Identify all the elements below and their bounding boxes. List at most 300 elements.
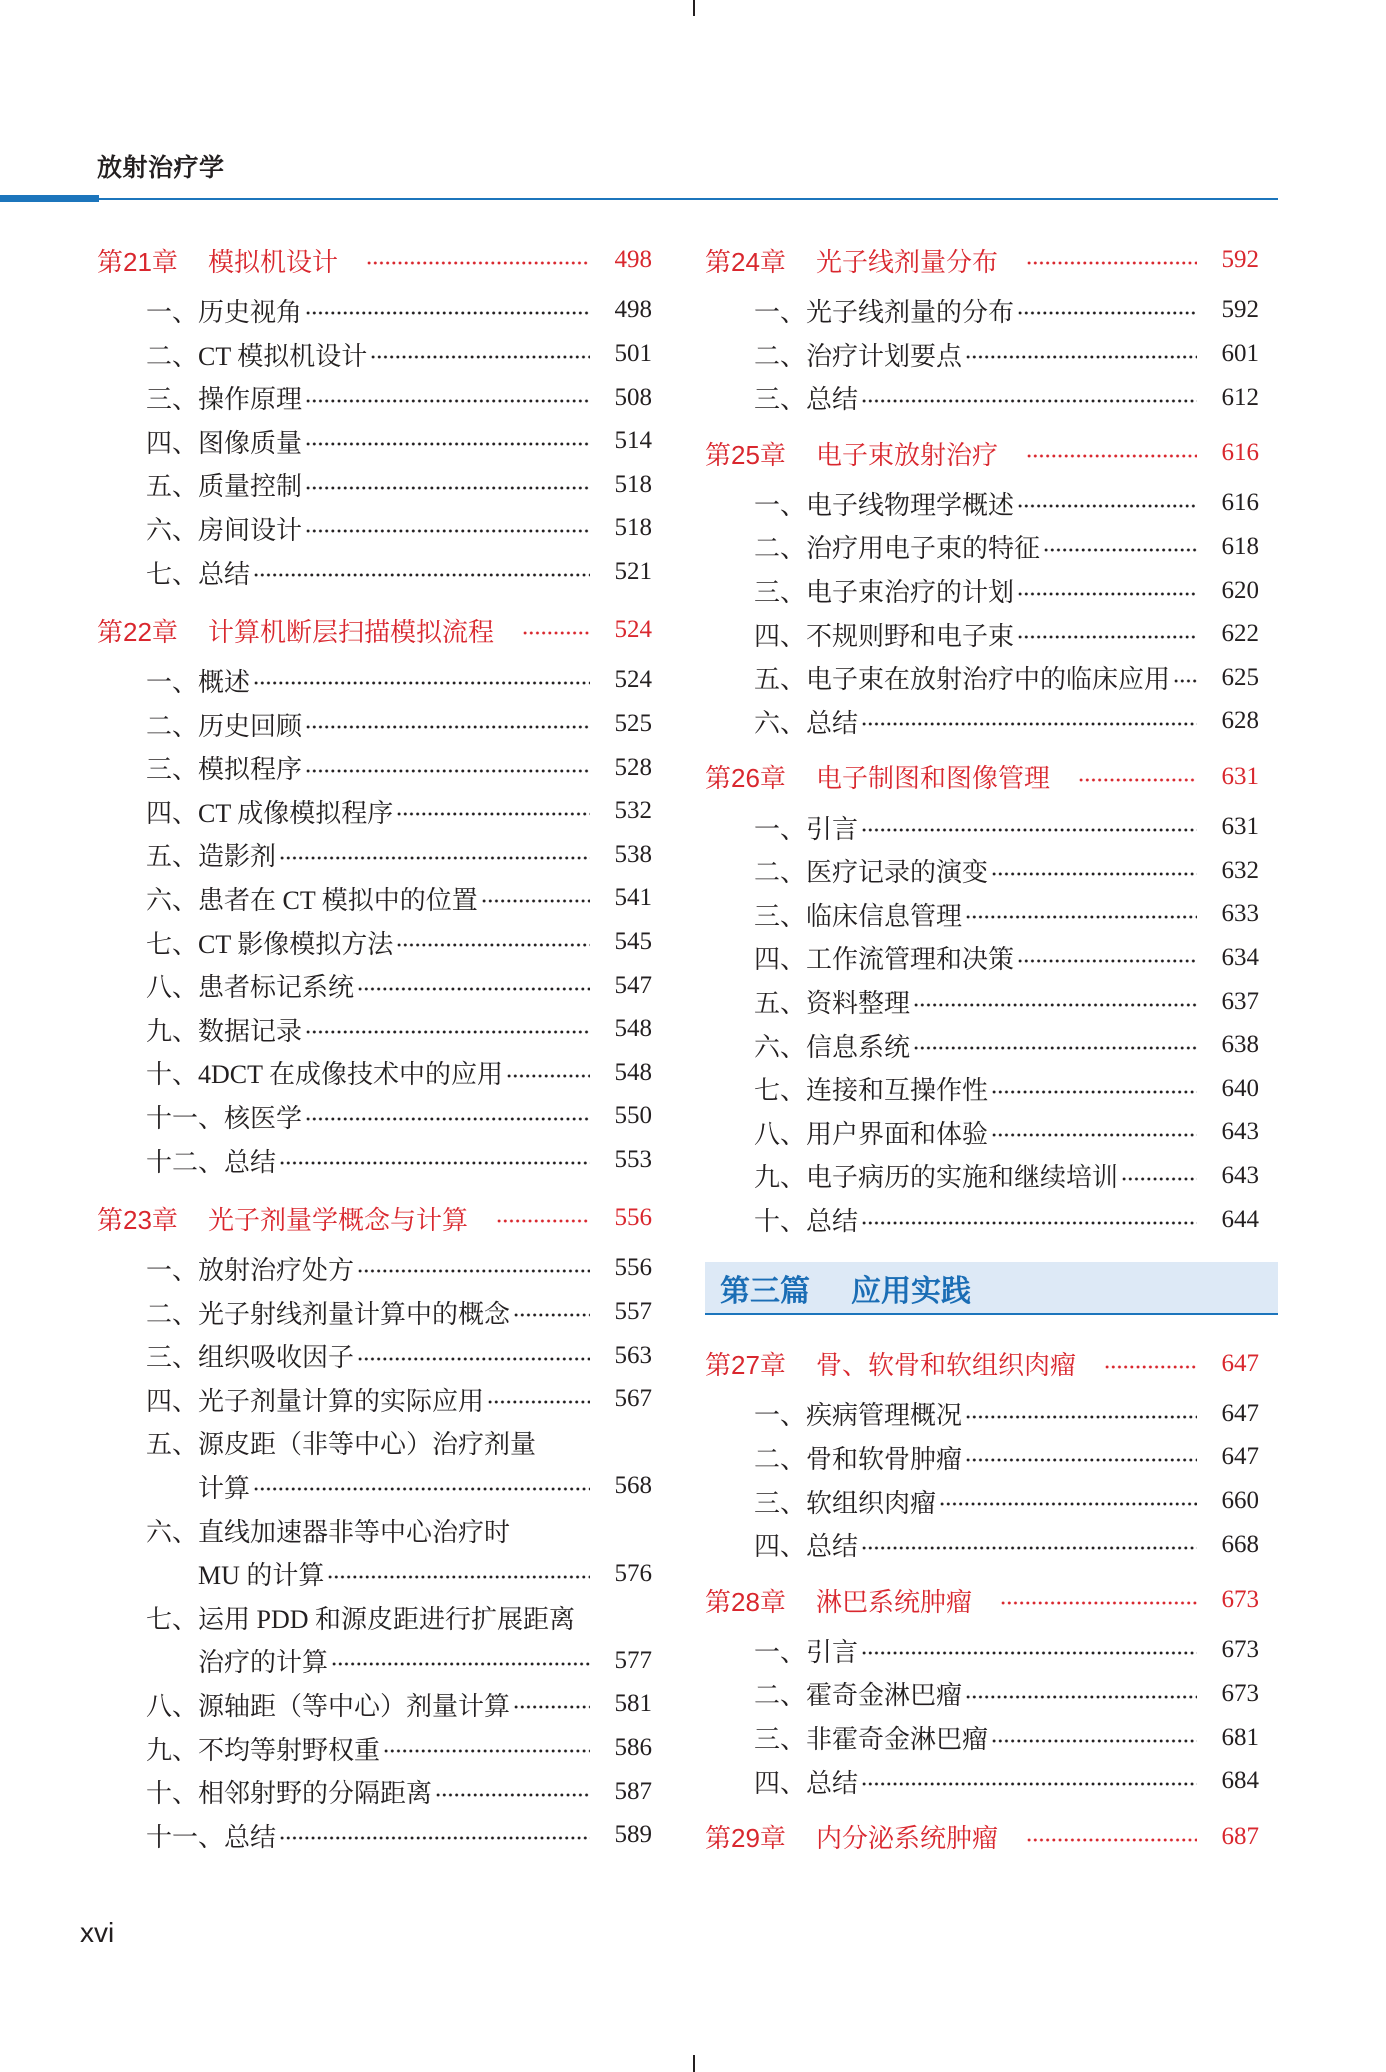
section-page-number: 638 [1221, 1031, 1259, 1059]
leader-dots [487, 1399, 590, 1405]
section-title: 十一、总结 [146, 1822, 277, 1852]
section-page-number: 556 [614, 1254, 652, 1282]
section-title: 六、直线加速器非等中心治疗时 [146, 1517, 511, 1547]
section-row [146, 833, 652, 877]
section-row [754, 569, 1259, 613]
chapter-page-number: 647 [1221, 1349, 1259, 1377]
section-row [146, 964, 652, 1008]
chapter-number: 第25章 [705, 439, 786, 470]
section-page-number: 550 [614, 1102, 652, 1130]
section-list [97, 659, 652, 1182]
section-page-number: 547 [614, 971, 652, 999]
leader-dots [435, 1792, 590, 1798]
leader-dots [305, 768, 590, 774]
section-row [754, 376, 1259, 420]
chapter-number: 第21章 [97, 246, 178, 277]
section-title: 五、电子束在放射治疗中的临床应用 [754, 665, 1171, 695]
section-page-number: 643 [1221, 1161, 1259, 1189]
leader-dots [965, 1694, 1197, 1700]
leader-dots [1173, 678, 1197, 684]
section-page-number: 647 [1221, 1399, 1259, 1427]
leader-dots [1026, 453, 1197, 459]
section-title: 八、源轴距（等中心）剂量计算 [146, 1691, 511, 1721]
chapter-page-number: 556 [614, 1204, 652, 1232]
section-page-number: 568 [614, 1472, 652, 1500]
section-list [705, 482, 1259, 744]
section-title: 三、模拟程序 [146, 755, 303, 785]
leader-dots [1017, 634, 1197, 640]
section-page-number: 631 [1221, 813, 1259, 841]
section-title-continuation: 计算 [198, 1473, 251, 1503]
leader-dots [279, 1835, 590, 1841]
chapter-title: 光子线剂量分布 [816, 246, 999, 277]
section-title: 一、历史视角 [146, 297, 303, 327]
section-page-number: 538 [614, 840, 652, 868]
chapter-title: 淋巴系统肿瘤 [816, 1586, 973, 1617]
leader-dots [279, 855, 590, 861]
leader-dots [1017, 310, 1197, 316]
section-row [754, 1523, 1259, 1567]
section-row [146, 1726, 652, 1770]
section-row-first-line [146, 1508, 652, 1552]
leader-dots [305, 485, 590, 491]
section-row [146, 877, 652, 921]
section-page-number: 592 [1221, 296, 1259, 324]
leader-dots [965, 1414, 1197, 1420]
section-title: 九、不均等射野权重 [146, 1735, 381, 1765]
section-title: 三、电子束治疗的计划 [754, 578, 1015, 608]
section-list [97, 1247, 652, 1857]
section-row [146, 550, 652, 594]
leader-dots [991, 1089, 1197, 1095]
section-title: 四、光子剂量计算的实际应用 [146, 1386, 485, 1416]
leader-dots [1026, 260, 1197, 266]
section-row [754, 893, 1259, 937]
section-row [754, 936, 1259, 980]
section-page-number: 576 [614, 1559, 652, 1587]
section-page-number: 647 [1221, 1443, 1259, 1471]
toc-chapter-29 [705, 1815, 1259, 1859]
leader-dots [1017, 503, 1197, 509]
section-page-number: 545 [614, 928, 652, 956]
section-title: 三、操作原理 [146, 385, 303, 415]
section-row [146, 463, 652, 507]
section-title: 四、总结 [754, 1532, 859, 1562]
section-page-number: 637 [1221, 987, 1259, 1015]
chapter-page-number: 592 [1221, 246, 1259, 274]
section-page-number: 601 [1221, 340, 1259, 368]
section-page-number: 577 [614, 1646, 652, 1674]
section-row [754, 1479, 1259, 1523]
section-title: 五、质量控制 [146, 472, 303, 502]
section-row [754, 849, 1259, 893]
leader-dots [383, 1748, 590, 1754]
chapter-page-number: 687 [1221, 1822, 1259, 1850]
chapter-number: 第24章 [705, 246, 786, 277]
toc-chapter-22 [97, 609, 652, 1182]
leader-dots [991, 1132, 1197, 1138]
chapter-number: 第27章 [705, 1350, 786, 1381]
leader-dots [861, 398, 1197, 404]
section-row [754, 1716, 1259, 1760]
section-page-number: 498 [614, 296, 652, 324]
leader-dots [506, 1073, 590, 1079]
leader-dots [305, 724, 590, 730]
section-row [146, 1138, 652, 1182]
leader-dots [1000, 1600, 1197, 1606]
chapter-title: 骨、软骨和软组织肉瘤 [816, 1350, 1077, 1381]
section-page-number: 528 [614, 753, 652, 781]
leader-dots [513, 1312, 590, 1318]
leader-dots [327, 1574, 590, 1580]
section-title: 七、运用 PDD 和源皮距进行扩展距离 [146, 1604, 576, 1634]
section-page-number: 681 [1221, 1723, 1259, 1751]
leader-dots [1104, 1364, 1197, 1370]
section-row-continuation [146, 1639, 652, 1683]
section-page-number: 581 [614, 1690, 652, 1718]
chapter-number: 第26章 [705, 763, 786, 794]
chapter-heading-row [705, 1578, 1259, 1622]
toc-chapter-21 [97, 239, 652, 594]
section-row [146, 1813, 652, 1857]
section-title: 九、数据记录 [146, 1016, 303, 1046]
section-page-number: 514 [614, 427, 652, 455]
section-row [146, 1683, 652, 1727]
section-title: 二、治疗计划要点 [754, 341, 963, 371]
section-page-number: 618 [1221, 532, 1259, 560]
leader-dots [305, 398, 590, 404]
header-rule [0, 198, 1278, 200]
leader-dots [939, 1501, 1197, 1507]
section-row [754, 980, 1259, 1024]
chapter-heading-row [97, 609, 652, 653]
section-page-number: 684 [1221, 1767, 1259, 1795]
section-row [146, 289, 652, 333]
section-page-number: 668 [1221, 1530, 1259, 1558]
crop-mark-top [693, 0, 695, 16]
leader-dots [253, 680, 590, 686]
part-title: 应用实践 [851, 1274, 971, 1308]
leader-dots [913, 1045, 1197, 1051]
section-title: 五、造影剂 [146, 842, 277, 872]
section-page-number: 622 [1221, 620, 1259, 648]
leader-dots [496, 1218, 590, 1224]
section-row [146, 746, 652, 790]
section-row [754, 1067, 1259, 1111]
section-title: 十、总结 [754, 1207, 859, 1237]
leader-dots [396, 811, 590, 817]
leader-dots [861, 721, 1197, 727]
section-row [754, 700, 1259, 744]
section-row [146, 789, 652, 833]
toc-chapter-28 [705, 1578, 1259, 1803]
leader-dots [305, 1029, 590, 1035]
chapter-title: 模拟机设计 [208, 246, 339, 277]
section-list [705, 1392, 1259, 1566]
chapter-page-number: 673 [1221, 1586, 1259, 1614]
leader-dots [861, 1545, 1197, 1551]
section-page-number: 508 [614, 383, 652, 411]
leader-dots [913, 1002, 1197, 1008]
leader-dots [370, 354, 590, 360]
section-page-number: 501 [614, 340, 652, 368]
section-page-number: 673 [1221, 1679, 1259, 1707]
section-title: 二、霍奇金淋巴瘤 [754, 1681, 963, 1711]
section-title: 一、疾病管理概况 [754, 1401, 963, 1431]
section-page-number: 586 [614, 1734, 652, 1762]
section-title: 三、临床信息管理 [754, 901, 963, 931]
leader-dots [1017, 591, 1197, 597]
section-page-number: 628 [1221, 707, 1259, 735]
leader-dots [357, 986, 590, 992]
leader-dots [279, 1160, 590, 1166]
section-title: 七、CT 影像模拟方法 [146, 929, 394, 959]
chapter-page-number: 616 [1221, 439, 1259, 467]
leader-dots [1017, 958, 1197, 964]
leader-dots [513, 1704, 590, 1710]
leader-dots [965, 354, 1197, 360]
leader-dots [861, 1220, 1197, 1226]
section-title: 十二、总结 [146, 1147, 277, 1177]
chapter-page-number: 524 [614, 616, 652, 644]
section-title-continuation: 治疗的计算 [198, 1648, 329, 1678]
section-row [754, 805, 1259, 849]
section-page-number: 518 [614, 470, 652, 498]
section-page-number: 587 [614, 1777, 652, 1805]
section-row [146, 702, 652, 746]
section-title: 三、组织吸收因子 [146, 1343, 355, 1373]
section-title: 七、连接和互操作性 [754, 1076, 989, 1106]
section-page-number: 673 [1221, 1636, 1259, 1664]
chapter-number: 第29章 [705, 1823, 786, 1854]
section-page-number: 625 [1221, 663, 1259, 691]
section-title: 五、资料整理 [754, 989, 911, 1019]
section-row [146, 1247, 652, 1291]
section-row [146, 419, 652, 463]
section-page-number: 521 [614, 558, 652, 586]
section-row [146, 1377, 652, 1421]
part-number: 第三篇 [720, 1274, 810, 1308]
section-title: 八、患者标记系统 [146, 973, 355, 1003]
section-title: 三、软组织肉瘤 [754, 1488, 937, 1518]
section-page-number: 589 [614, 1821, 652, 1849]
section-title: 七、总结 [146, 559, 251, 589]
section-page-number: 532 [614, 797, 652, 825]
section-page-number: 567 [614, 1385, 652, 1413]
section-title: 二、骨和软骨肿瘤 [754, 1444, 963, 1474]
section-title: 六、患者在 CT 模拟中的位置 [146, 885, 478, 915]
chapter-heading-row [705, 755, 1259, 799]
section-title: 五、源皮距（非等中心）治疗剂量 [146, 1430, 537, 1460]
section-title: 一、放射治疗处方 [146, 1255, 355, 1285]
toc-chapter-24 [705, 239, 1259, 420]
section-row [146, 1770, 652, 1814]
section-row [754, 1436, 1259, 1480]
section-title: 十、相邻射野的分隔距离 [146, 1779, 433, 1809]
toc-chapter-23 [97, 1197, 652, 1858]
section-page-number: 660 [1221, 1487, 1259, 1515]
leader-dots [396, 942, 590, 948]
chapter-title: 电子束放射治疗 [816, 439, 999, 470]
section-page-number: 643 [1221, 1118, 1259, 1146]
header-rule-accent [0, 195, 99, 202]
section-title: 六、总结 [754, 708, 859, 738]
leader-dots [965, 1457, 1197, 1463]
section-row [146, 1334, 652, 1378]
section-row [146, 1007, 652, 1051]
section-title: 二、医疗记录的演变 [754, 858, 989, 888]
section-row [146, 376, 652, 420]
chapter-heading-row [97, 239, 652, 283]
chapter-number: 第28章 [705, 1586, 786, 1617]
toc-chapter-27 [705, 1342, 1259, 1567]
section-row-continuation [146, 1552, 652, 1596]
section-title: 二、治疗用电子束的特征 [754, 534, 1041, 564]
section-title: 二、光子射线剂量计算中的概念 [146, 1299, 511, 1329]
section-title: 六、信息系统 [754, 1032, 911, 1062]
section-row [754, 1672, 1259, 1716]
section-list [97, 289, 652, 594]
section-title: 四、图像质量 [146, 428, 303, 458]
section-title: 四、CT 成像模拟程序 [146, 798, 394, 828]
section-title: 三、非霍奇金淋巴瘤 [754, 1725, 989, 1755]
chapter-title: 计算机断层扫描模拟流程 [208, 616, 495, 647]
section-page-number: 553 [614, 1146, 652, 1174]
chapter-title: 光子剂量学概念与计算 [208, 1204, 469, 1235]
section-page-number: 525 [614, 710, 652, 738]
leader-dots [861, 1650, 1197, 1656]
leader-dots [1078, 777, 1197, 783]
chapter-heading-row [705, 1815, 1259, 1859]
leader-dots [305, 1116, 590, 1122]
section-title: 一、引言 [754, 1637, 859, 1667]
leader-dots [522, 630, 590, 636]
section-title: 一、电子线物理学概述 [754, 490, 1015, 520]
section-page-number: 563 [614, 1341, 652, 1369]
section-row [754, 1629, 1259, 1673]
leader-dots [366, 260, 590, 266]
section-title: 十、4DCT 在成像技术中的应用 [146, 1060, 504, 1090]
section-title: 九、电子病历的实施和继续培训 [754, 1163, 1119, 1193]
section-row [754, 1198, 1259, 1242]
page-folio: xvi [80, 1917, 115, 1948]
leader-dots [357, 1356, 590, 1362]
leader-dots [253, 1486, 590, 1492]
section-row [146, 507, 652, 551]
section-row-continuation [146, 1465, 652, 1509]
section-row [754, 656, 1259, 700]
section-page-number: 548 [614, 1058, 652, 1086]
crop-mark-bottom [693, 2055, 695, 2072]
section-page-number: 541 [614, 884, 652, 912]
section-title: 一、概述 [146, 667, 251, 697]
section-page-number: 524 [614, 666, 652, 694]
running-header-book-title: 放射治疗学 [97, 153, 225, 182]
section-page-number: 518 [614, 514, 652, 542]
section-title-continuation: MU 的计算 [198, 1561, 325, 1591]
chapter-title: 内分泌系统肿瘤 [816, 1823, 999, 1854]
section-title: 一、引言 [754, 814, 859, 844]
part-heading [705, 1262, 1278, 1315]
section-page-number: 616 [1221, 489, 1259, 517]
leader-dots [861, 827, 1197, 833]
leader-dots [861, 1781, 1197, 1787]
section-title: 四、不规则野和电子束 [754, 621, 1015, 651]
section-title: 一、光子线剂量的分布 [754, 297, 1015, 327]
chapter-heading-row [705, 1342, 1259, 1386]
section-row [146, 1290, 652, 1334]
section-row [754, 332, 1259, 376]
leader-dots [1121, 1176, 1197, 1182]
section-title: 十一、核医学 [146, 1103, 303, 1133]
section-page-number: 632 [1221, 856, 1259, 884]
section-page-number: 640 [1221, 1074, 1259, 1102]
section-title: 六、房间设计 [146, 515, 303, 545]
chapter-heading-row [705, 431, 1259, 475]
leader-dots [1026, 1837, 1197, 1843]
chapter-number: 第22章 [97, 616, 178, 647]
section-row [146, 1095, 652, 1139]
section-row [146, 920, 652, 964]
section-row [754, 1023, 1259, 1067]
section-title: 四、总结 [754, 1768, 859, 1798]
section-page-number: 634 [1221, 943, 1259, 971]
leader-dots [991, 1738, 1197, 1744]
leader-dots [1043, 547, 1197, 553]
leader-dots [305, 528, 590, 534]
section-title: 八、用户界面和体验 [754, 1119, 989, 1149]
section-list [705, 1629, 1259, 1803]
section-row-first-line [146, 1421, 652, 1465]
chapter-page-number: 631 [1221, 762, 1259, 790]
section-row-first-line [146, 1595, 652, 1639]
leader-dots [331, 1661, 590, 1667]
section-list [705, 289, 1259, 420]
chapter-page-number: 498 [614, 246, 652, 274]
section-page-number: 620 [1221, 576, 1259, 604]
section-title: 二、CT 模拟机设计 [146, 341, 368, 371]
section-row [754, 289, 1259, 333]
section-page-number: 548 [614, 1015, 652, 1043]
section-title: 四、工作流管理和决策 [754, 945, 1015, 975]
section-row [754, 1154, 1259, 1198]
section-title: 二、历史回顾 [146, 711, 303, 741]
leader-dots [965, 914, 1197, 920]
section-page-number: 557 [614, 1298, 652, 1326]
section-page-number: 644 [1221, 1205, 1259, 1233]
section-page-number: 633 [1221, 900, 1259, 928]
section-page-number: 612 [1221, 383, 1259, 411]
leader-dots [305, 441, 590, 447]
section-row [146, 332, 652, 376]
section-row [754, 1111, 1259, 1155]
section-list [705, 805, 1259, 1241]
section-row [754, 1759, 1259, 1803]
section-row [754, 525, 1259, 569]
leader-dots [481, 898, 590, 904]
leader-dots [305, 310, 590, 316]
toc-chapter-26 [705, 755, 1259, 1241]
chapter-number: 第23章 [97, 1204, 178, 1235]
section-row [146, 1051, 652, 1095]
chapter-heading-row [705, 239, 1259, 283]
leader-dots [991, 871, 1197, 877]
section-row [146, 659, 652, 703]
chapter-title: 电子制图和图像管理 [816, 763, 1051, 794]
section-row [754, 482, 1259, 526]
section-row [754, 612, 1259, 656]
leader-dots [357, 1268, 590, 1274]
